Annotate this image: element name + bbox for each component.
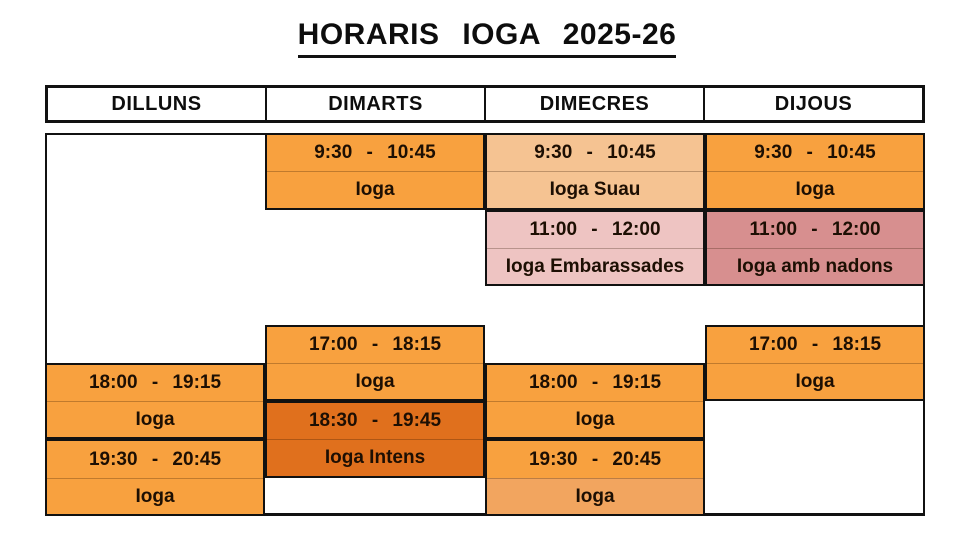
class-block-dimarts-930 — [265, 133, 485, 210]
class-time: 18:30 - 19:45 — [308, 410, 442, 431]
class-name: Ioga — [487, 478, 703, 514]
class-time: 17:00 - 18:15 — [748, 334, 882, 355]
day-header-dimecres: DIMECRES — [486, 88, 705, 120]
class-block-dimecres-1800 — [485, 363, 705, 439]
class-time: 11:00 - 12:00 — [749, 219, 881, 240]
class-block-dimecres-1100 — [485, 210, 705, 286]
class-block-dilluns-1930 — [45, 439, 265, 516]
class-time: 9:30 - 10:45 — [314, 142, 436, 163]
class-time: 17:00 - 18:15 — [308, 334, 442, 355]
class-name: Ioga — [707, 171, 923, 208]
class-name: Ioga — [47, 401, 263, 437]
class-block-dilluns-1800 — [45, 363, 265, 439]
page-title — [0, 18, 974, 52]
class-time: 18:00 - 19:15 — [528, 372, 662, 393]
class-name: Ioga — [707, 363, 923, 399]
class-time: 19:30 - 20:45 — [528, 448, 662, 470]
class-name: Ioga — [47, 478, 263, 514]
class-block-dimecres-1930 — [485, 439, 705, 516]
class-time: 9:30 - 10:45 — [534, 142, 656, 163]
day-header-row — [45, 85, 925, 123]
class-block-dijous-1700 — [705, 325, 925, 401]
day-header-dimarts: DIMARTS — [267, 88, 486, 120]
day-header-dijous: DIJOUS — [774, 92, 853, 115]
class-name: Ioga Intens — [267, 439, 483, 476]
class-name: Ioga — [487, 401, 703, 437]
class-name: Ioga Embarassades — [487, 248, 703, 284]
class-block-dijous-930 — [705, 133, 925, 210]
class-name: Ioga Suau — [487, 171, 703, 208]
day-header-dilluns: DILLUNS — [48, 88, 267, 120]
class-block-dijous-1100 — [705, 210, 925, 286]
class-time: 11:00 - 12:00 — [529, 219, 661, 240]
class-name: Ioga — [267, 171, 483, 208]
class-name: Ioga — [267, 363, 483, 399]
class-block-dimarts-1700 — [265, 325, 485, 401]
page-title-text: HORARIS IOGA 2025-26 — [298, 18, 677, 58]
class-time: 19:30 - 20:45 — [88, 448, 222, 470]
class-time: 18:00 - 19:15 — [88, 372, 222, 393]
class-block-dimecres-930 — [485, 133, 705, 210]
class-block-dimarts-1830 — [265, 401, 485, 478]
class-time: 9:30 - 10:45 — [754, 142, 876, 163]
class-name: Ioga amb nadons — [707, 248, 923, 284]
